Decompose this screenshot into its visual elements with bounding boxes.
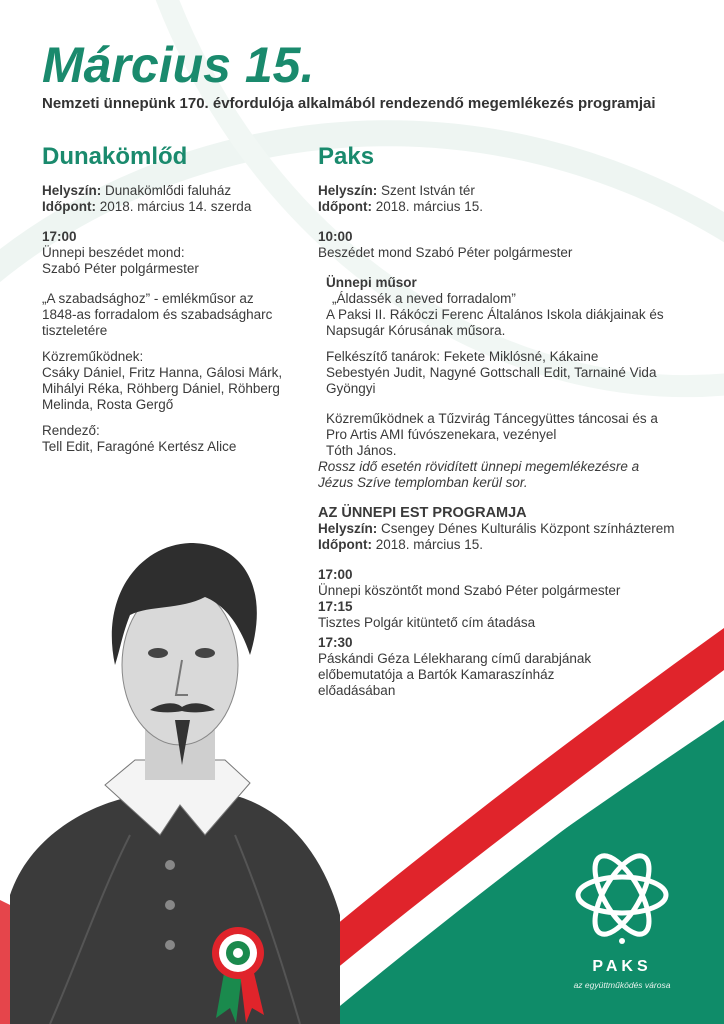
paks-column	[318, 143, 708, 699]
event-time: 17:00	[42, 229, 77, 244]
contrib-line: Mihályi Réka, Röhberg Dániel, Röhberg	[42, 381, 280, 396]
teachers-line: Felkészítő tanárok: Fekete Miklósné, Kákaine	[326, 349, 599, 364]
contrib-line: Közreműködnek a Tűzvirág Táncegyüttes táncosai és a	[326, 411, 658, 426]
event-text: Páskándi Géza Lélekharang című darabjának	[318, 651, 592, 666]
logo-tagline: az együttműködés városa	[573, 980, 671, 990]
speech-line: Beszédet mond Szabó Péter polgármester	[318, 245, 573, 260]
program-label: Ünnepi műsor	[326, 275, 417, 290]
event-time: 17:15	[318, 599, 353, 614]
event-text: Tisztes Polgár kitüntető cím átadása	[318, 615, 536, 630]
date-value: 2018. március 15.	[375, 199, 484, 214]
contrib-line: Melinda, Rosta Gergő	[42, 397, 174, 412]
page-title: Március 15.	[42, 37, 315, 93]
program-line: 1848-as forradalom és szabadságharc	[42, 307, 273, 322]
program-line: „A szabadsághoz” - emlékműsor az	[42, 291, 254, 306]
contrib-line: Pro Artis AMI fúvószenekara, vezényel	[326, 427, 557, 442]
event-time: 17:30	[318, 635, 353, 650]
speech-line: Ünnepi beszédet mond:	[42, 245, 185, 260]
date-value: 2018. március 15.	[375, 537, 484, 552]
contrib-line: Tóth János.	[326, 443, 397, 458]
paks-heading: Paks	[318, 143, 375, 170]
evening-heading: AZ ÜNNEPI EST PROGRAMJA	[318, 505, 527, 521]
event-text: előbemutatója a Bartók Kamaraszínház	[318, 667, 555, 682]
program-title: „Áldassék a neved forradalom”	[332, 291, 516, 306]
contrib-line: Csáky Dániel, Fritz Hanna, Gálosi Márk,	[42, 365, 283, 380]
page-subtitle: Nemzeti ünnepünk 170. évfordulója alkalmából rendezendő megemlékezés programjai	[42, 95, 656, 112]
location-value: Csengey Dénes Kulturális Központ színházterem	[381, 521, 675, 536]
program-line: Napsugár Kórusának műsora.	[326, 323, 506, 338]
rain-note: Jézus Szíve templomban kerül sor.	[318, 475, 528, 490]
director-value: Tell Edit, Faragóné Kertész Alice	[42, 439, 237, 454]
location-label: Helyszín:	[318, 521, 378, 536]
location-label: Helyszín:	[318, 183, 378, 198]
teachers-line: Sebestyén Judit, Nagyné Gottschall Edit, Tarnainé Vida	[326, 365, 657, 380]
location-label: Helyszín:	[42, 183, 102, 198]
rain-note: Rossz idő esetén rövidített ünnepi megemlékezésre a	[318, 459, 640, 474]
location-value: Dunakömlődi faluház	[105, 183, 232, 198]
portrait-illustration	[10, 535, 340, 1024]
dunakomlod-heading: Dunakömlőd	[42, 143, 188, 170]
contrib-label: Közreműködnek:	[42, 349, 144, 364]
paks-logo-icon	[572, 845, 672, 945]
logo-name: PAKS	[592, 958, 652, 975]
event-text: előadásában	[318, 683, 396, 698]
location-value: Szent István tér	[381, 183, 475, 198]
date-label: Időpont:	[318, 199, 372, 214]
date-label: Időpont:	[318, 537, 372, 552]
event-time: 10:00	[318, 229, 353, 244]
teachers-line: Gyöngyi	[326, 381, 376, 396]
program-line: tiszteletére	[42, 323, 108, 338]
event-text: Ünnepi köszöntőt mond Szabó Péter polgármester	[318, 583, 621, 598]
date-label: Időpont:	[42, 199, 96, 214]
speech-line: Szabó Péter polgármester	[42, 261, 199, 276]
date-value: 2018. március 14. szerda	[99, 199, 252, 214]
program-line: A Paksi II. Rákóczi Ferenc Általános Iskola diákjainak és	[326, 307, 664, 322]
event-time: 17:00	[318, 567, 353, 582]
dunakomlod-column	[42, 143, 307, 455]
director-label: Rendező:	[42, 423, 100, 438]
